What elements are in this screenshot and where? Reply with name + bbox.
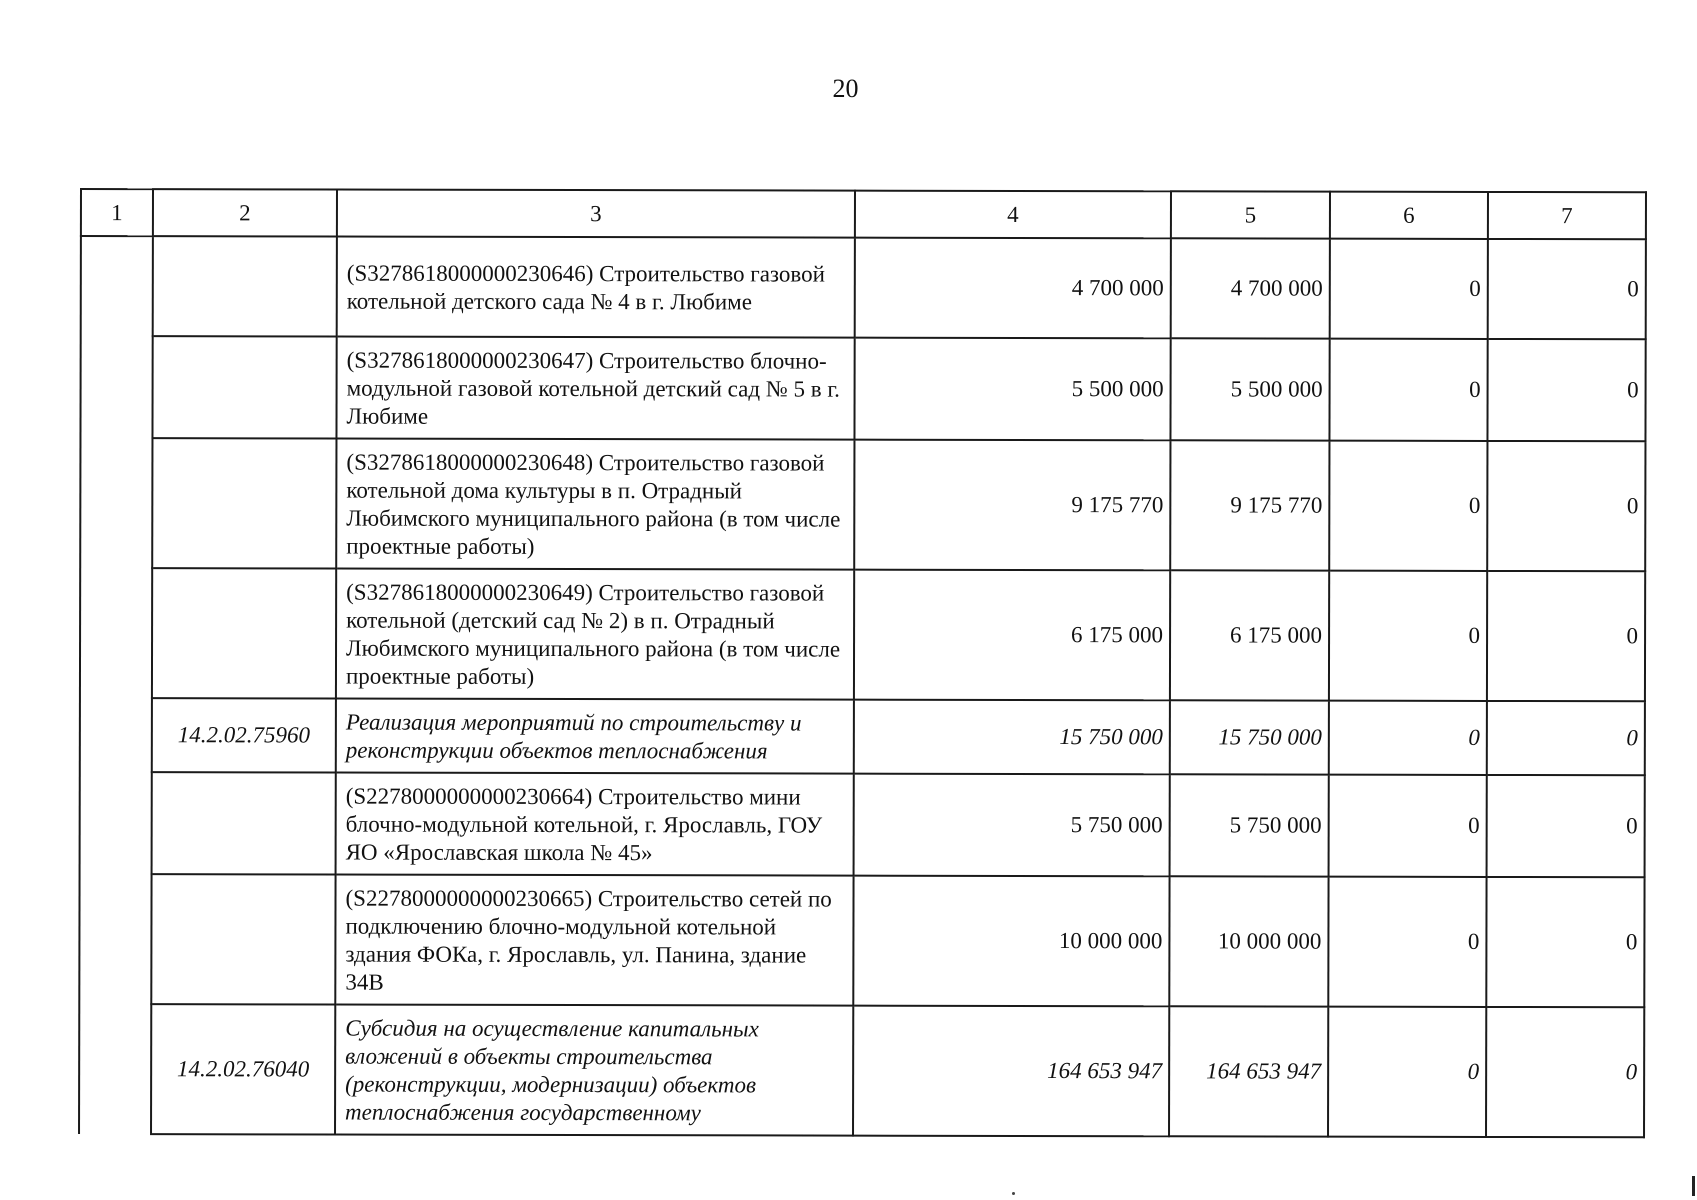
table-row: [80, 698, 1645, 775]
amount-col4-cell: 5 500 000: [854, 338, 1170, 441]
budget-code-cell: [152, 568, 336, 698]
amount-col5-cell: 5 500 000: [1170, 338, 1329, 440]
amount-col7-cell: 0: [1487, 339, 1645, 441]
budget-code-cell: [152, 438, 336, 568]
budget-code-cell: [152, 336, 336, 438]
amount-col5-cell: 6 175 000: [1170, 570, 1329, 700]
budget-code-cell: 14.2.02.76040: [151, 1004, 335, 1134]
amount-col6-cell: 0: [1329, 339, 1487, 441]
amount-col7-cell: 0: [1487, 775, 1645, 877]
budget-table: [78, 188, 1647, 1138]
scan-speck: [1012, 1192, 1015, 1195]
description-cell: (S3278618000000230648) Строительство газовой котельной дома культуры в п. Отрадный Любимского муниципального района (в том числе проектные работы): [336, 439, 854, 570]
budget-code-cell: [152, 772, 336, 874]
amount-col7-cell: 0: [1486, 1007, 1644, 1137]
column-header-3: 3: [337, 190, 855, 238]
amount-col4-cell: 6 175 000: [854, 570, 1170, 701]
table-row: [80, 568, 1645, 701]
amount-col5-cell: 9 175 770: [1170, 440, 1329, 570]
description-cell: Субсидия на осуществление капитальных вложений в объекты строительства (реконструкции, модернизации) объектов теплоснабжения государственному: [335, 1005, 853, 1136]
amount-col6-cell: 0: [1328, 877, 1486, 1007]
page-number: 20: [832, 74, 859, 103]
table-row: [80, 772, 1645, 877]
table-header-row: [81, 189, 1646, 239]
amount-col6-cell: 0: [1330, 239, 1488, 339]
amount-col4-cell: 15 750 000: [854, 700, 1170, 775]
amount-col5-cell: 15 750 000: [1170, 700, 1329, 774]
column-header-5: 5: [1171, 191, 1330, 238]
amount-col4-cell: 4 700 000: [855, 238, 1171, 339]
description-cell: (S3278618000000230646) Строительство газовой котельной детского сада № 4 в г. Любиме: [337, 237, 855, 338]
table-row: [80, 336, 1645, 441]
column-header-6: 6: [1330, 192, 1488, 239]
table-row: [81, 236, 1646, 339]
description-cell: (S2278000000000230664) Строительство мини блочно-модульной котельной, г. Ярославль, ГОУ ЯО «Ярославская школа № 45»: [336, 773, 854, 876]
budget-code-cell: 14.2.02.75960: [152, 698, 336, 772]
amount-col4-cell: 9 175 770: [854, 440, 1170, 571]
table-row: [79, 1004, 1644, 1137]
amount-col7-cell: 0: [1487, 701, 1645, 775]
description-cell: (S3278618000000230649) Строительство газовой котельной (детский сад № 2) в п. Отрадный Любимского муниципального района (в том числе проектные работы): [336, 569, 854, 700]
budget-code-cell: [153, 236, 337, 336]
description-cell: Реализация мероприятий по строительству и реконструкции объектов теплоснабжения: [336, 699, 854, 774]
table-row: [79, 874, 1644, 1007]
column-header-4: 4: [855, 191, 1171, 239]
scan-edge-mark: [1692, 1176, 1695, 1196]
amount-col6-cell: 0: [1329, 571, 1487, 701]
column-header-2: 2: [153, 189, 337, 236]
amount-col4-cell: 164 653 947: [853, 1006, 1169, 1137]
table-row: [80, 438, 1645, 571]
amount-col5-cell: 4 700 000: [1171, 238, 1330, 338]
amount-col7-cell: 0: [1487, 571, 1645, 701]
amount-col5-cell: 10 000 000: [1169, 876, 1328, 1006]
amount-col6-cell: 0: [1329, 441, 1487, 571]
column-header-7: 7: [1488, 192, 1646, 239]
amount-col6-cell: 0: [1329, 775, 1487, 877]
amount-col7-cell: 0: [1488, 239, 1646, 339]
row-number-cell: [79, 236, 153, 1134]
description-cell: (S2278000000000230665) Строительство сетей по подключению блочно-модульной котельной здания ФОКа, г. Ярославль, ул. Панина, здание 34В: [335, 875, 853, 1006]
amount-col7-cell: 0: [1486, 877, 1644, 1007]
budget-code-cell: [151, 874, 335, 1004]
column-header-1: 1: [81, 189, 153, 236]
amount-col5-cell: 164 653 947: [1169, 1006, 1328, 1136]
amount-col6-cell: 0: [1328, 1007, 1486, 1137]
description-cell: (S3278618000000230647) Строительство блочно-модульной газовой котельной детский сад № 5 в г. Любиме: [336, 337, 854, 440]
amount-col4-cell: 10 000 000: [853, 876, 1169, 1007]
amount-col7-cell: 0: [1487, 441, 1645, 571]
amount-col5-cell: 5 750 000: [1170, 774, 1329, 876]
amount-col6-cell: 0: [1329, 701, 1487, 775]
amount-col4-cell: 5 750 000: [854, 774, 1170, 877]
